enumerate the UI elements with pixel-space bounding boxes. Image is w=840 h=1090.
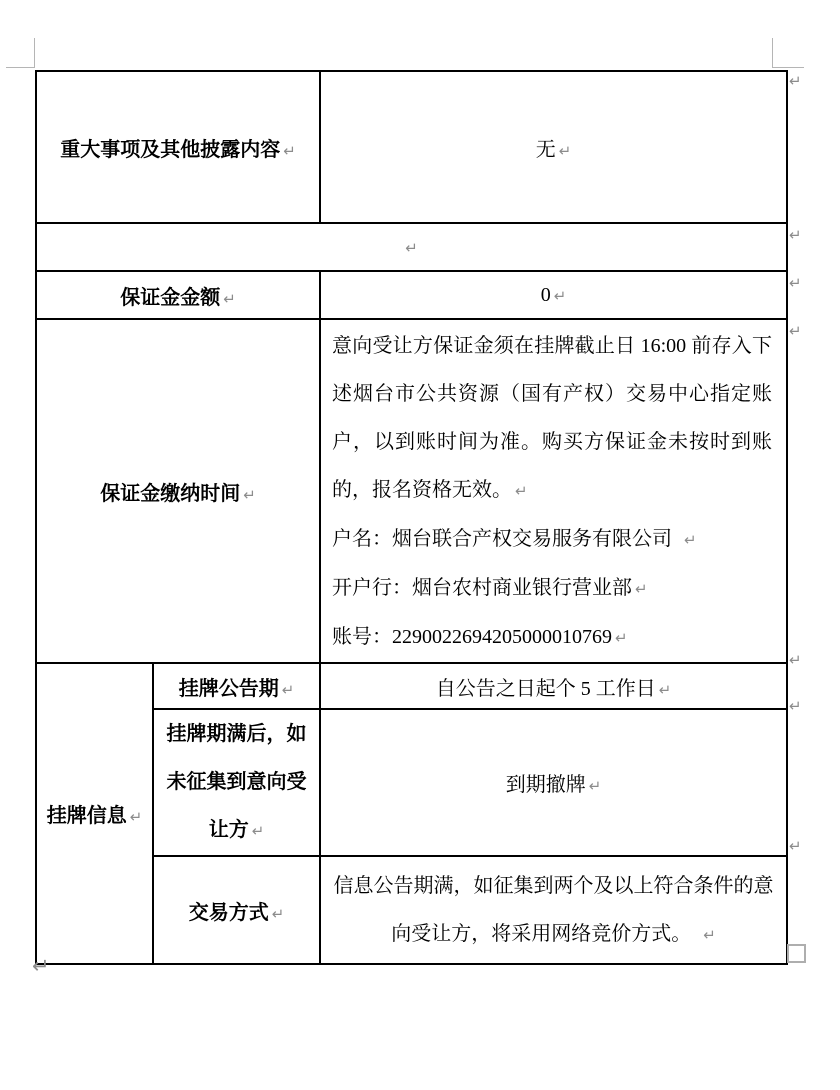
- cell-major-disclosure-label[interactable]: [36, 71, 320, 223]
- cell-announcement-period-value[interactable]: [320, 663, 787, 709]
- paragraph-mark-icon: ↵: [251, 822, 265, 840]
- row-end-mark-icon: ↵: [789, 274, 802, 292]
- disclosure-table: [35, 70, 788, 965]
- paragraph-mark-icon: ↵: [615, 629, 628, 647]
- paragraph-mark-icon: ↵: [553, 286, 567, 305]
- row-end-mark-icon: ↵: [789, 72, 802, 90]
- label-text: 保证金金额: [120, 286, 221, 309]
- value-text: 0: [540, 283, 551, 306]
- paragraph-mark-icon: ↵: [283, 141, 296, 160]
- cell-deposit-time-label[interactable]: [36, 319, 320, 663]
- value-text: 无: [535, 138, 556, 161]
- table-row: [36, 71, 787, 223]
- row-end-mark-icon: ↵: [789, 226, 802, 244]
- paragraph-mark-icon: ↵: [271, 904, 285, 923]
- label-text: 交易方式: [188, 901, 269, 924]
- table-resize-handle[interactable]: [787, 944, 806, 963]
- table-row: [36, 223, 787, 271]
- paragraph-mark-icon: ↵: [684, 531, 697, 549]
- margin-corner-mark-top-left: [6, 67, 34, 68]
- label-text: 保证金缴纳时间: [100, 482, 241, 505]
- table-row: [36, 663, 787, 709]
- paragraph-mark-icon: ↵: [635, 580, 648, 598]
- margin-corner-mark-top-left: [34, 38, 35, 68]
- cell-announcement-period-label[interactable]: [153, 663, 320, 709]
- label-text: 挂牌信息: [46, 805, 127, 827]
- cell-listing-info-group-label[interactable]: [36, 663, 153, 964]
- paragraph-mark-icon: ↵: [658, 680, 672, 699]
- table-row: [36, 271, 787, 319]
- value-text: 自公告之日起个 5 工作日: [435, 677, 656, 700]
- paragraph-mark-icon: ↵: [281, 680, 295, 699]
- paragraph-mark-icon: ↵: [558, 141, 572, 160]
- paragraph: 意向受让方保证金须在挂牌截止日 16:00 前存入下述烟台市公共资源（国有产权）交易中心指定账户，以到账时间为准。购买方保证金未按时到账的，报名资格无效。 ↵: [332, 335, 773, 501]
- margin-corner-mark-top-right: [772, 67, 804, 68]
- cell-expiry-handling-label[interactable]: [153, 709, 320, 856]
- row-end-mark-icon: ↵: [789, 837, 802, 855]
- value-text: 信息公告期满，如征集到两个及以上符合条件的意向受让方，将采用网络竞价方式。: [333, 874, 774, 945]
- paragraph: 开户行：烟台农村商业银行营业部 ↵: [332, 577, 648, 599]
- label-text: 重大事项及其他披露内容: [60, 138, 281, 161]
- cell-expiry-handling-value[interactable]: [320, 709, 787, 856]
- cell-empty-row[interactable]: [36, 223, 787, 271]
- row-end-mark-icon: ↵: [789, 651, 802, 669]
- cell-major-disclosure-value[interactable]: [320, 71, 787, 223]
- cell-deposit-amount-label[interactable]: [36, 271, 320, 319]
- table-row: [36, 319, 787, 663]
- paragraph-mark-icon: ↵: [243, 485, 256, 504]
- row-end-mark-icon: ↵: [789, 322, 802, 340]
- paragraph-mark-icon: ↵: [129, 808, 143, 826]
- cell-transaction-method-value[interactable]: [320, 856, 787, 964]
- margin-corner-mark-top-right: [772, 38, 773, 68]
- cell-transaction-method-label[interactable]: [153, 856, 320, 964]
- row-end-mark-icon: ↵: [789, 697, 802, 715]
- label-text: 挂牌公告期: [178, 677, 279, 700]
- paragraph-mark-icon: ↵: [515, 482, 528, 500]
- paragraph-mark-icon: ↵: [32, 954, 50, 978]
- paragraph-mark-icon: ↵: [588, 777, 602, 795]
- paragraph-mark-icon: ↵: [703, 925, 716, 944]
- paragraph-mark-icon: ↵: [223, 289, 236, 308]
- paragraph: 账号：2290022694205000010769 ↵: [332, 626, 628, 648]
- cell-deposit-time-value[interactable]: [320, 319, 787, 663]
- value-text: 到期撤牌: [505, 774, 586, 796]
- label-text: 挂牌期满后，如未征集到意向受让方: [166, 723, 307, 841]
- cell-deposit-amount-value[interactable]: [320, 271, 787, 319]
- paragraph: 户名：烟台联合产权交易服务有限公司 ↵: [332, 528, 697, 550]
- paragraph-mark-icon: ↵: [405, 238, 418, 257]
